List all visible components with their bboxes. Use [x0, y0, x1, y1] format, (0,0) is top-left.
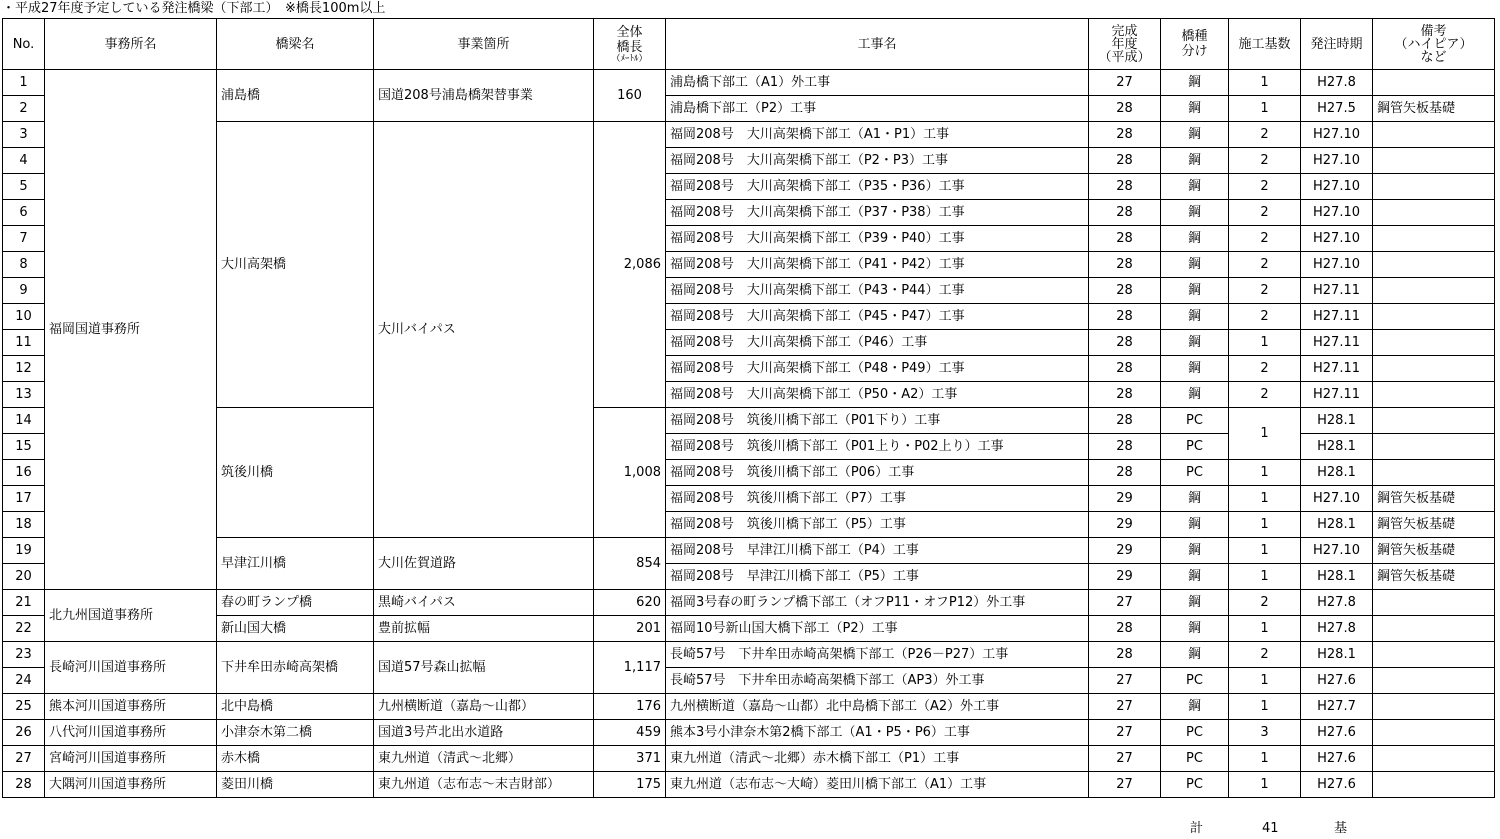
- cell-bridge: 春の町ランプ橋: [217, 590, 374, 616]
- cell-no: 27: [3, 746, 45, 772]
- cell-timing: H27.10: [1301, 174, 1373, 200]
- cell-year: 28: [1089, 226, 1161, 252]
- cell-remarks: [1373, 772, 1495, 798]
- cell-year: 28: [1089, 96, 1161, 122]
- cell-remarks: 鋼管矢板基礎: [1373, 564, 1495, 590]
- header-length: [594, 19, 666, 70]
- cell-count: 2: [1229, 226, 1301, 252]
- cell-year: 29: [1089, 564, 1161, 590]
- cell-work: 浦島橋下部工（P2）工事: [666, 96, 1089, 122]
- cell-bridge: 浦島橋: [217, 70, 374, 122]
- cell-length: 459: [594, 720, 666, 746]
- cell-type: 鋼: [1161, 356, 1229, 382]
- cell-timing: H27.6: [1301, 720, 1373, 746]
- cell-no: 8: [3, 252, 45, 278]
- cell-project: 東九州道（志布志～末吉財部）: [374, 772, 594, 798]
- header-timing: 発注時期: [1301, 19, 1373, 70]
- cell-timing: H27.11: [1301, 356, 1373, 382]
- cell-project: 大川佐賀道路: [374, 538, 594, 590]
- cell-work: 福岡208号 大川高架橋下部工（P41・P42）工事: [666, 252, 1089, 278]
- cell-count: 1: [1229, 460, 1301, 486]
- total-value: 41: [1262, 821, 1279, 836]
- header-year: 完成 年度 （平成）: [1089, 19, 1161, 70]
- cell-length: 371: [594, 746, 666, 772]
- cell-work: 福岡208号 大川高架橋下部工（P46）工事: [666, 330, 1089, 356]
- cell-timing: H27.11: [1301, 304, 1373, 330]
- cell-type: 鋼: [1161, 96, 1229, 122]
- cell-no: 26: [3, 720, 45, 746]
- cell-year: 28: [1089, 330, 1161, 356]
- cell-no: 2: [3, 96, 45, 122]
- cell-work: 福岡208号 大川高架橋下部工（P39・P40）工事: [666, 226, 1089, 252]
- header-office: 事務所名: [45, 19, 217, 70]
- cell-year: 27: [1089, 746, 1161, 772]
- cell-year: 29: [1089, 512, 1161, 538]
- cell-project: 黒崎バイパス: [374, 590, 594, 616]
- cell-count: 1: [1229, 694, 1301, 720]
- cell-office: 長崎河川国道事務所: [45, 642, 217, 694]
- cell-count: 3: [1229, 720, 1301, 746]
- cell-timing: H27.10: [1301, 486, 1373, 512]
- cell-no: 11: [3, 330, 45, 356]
- cell-work: 東九州道（志布志～大崎）菱田川橋下部工（A1）工事: [666, 772, 1089, 798]
- cell-work: 九州横断道（嘉島～山都）北中島橋下部工（A2）外工事: [666, 694, 1089, 720]
- cell-count: 2: [1229, 642, 1301, 668]
- bridge-order-table: [2, 18, 1495, 798]
- cell-count: 2: [1229, 356, 1301, 382]
- cell-type: 鋼: [1161, 252, 1229, 278]
- header-bridge: 橋梁名: [217, 19, 374, 70]
- header-count: 施工基数: [1229, 19, 1301, 70]
- cell-no: 6: [3, 200, 45, 226]
- cell-timing: H28.1: [1301, 564, 1373, 590]
- cell-length: 175: [594, 772, 666, 798]
- cell-office: 福岡国道事務所: [45, 70, 217, 590]
- header-remarks: 備考 （ハイピア） など: [1373, 19, 1495, 70]
- cell-work: 福岡208号 大川高架橋下部工（P37・P38）工事: [666, 200, 1089, 226]
- cell-no: 20: [3, 564, 45, 590]
- cell-bridge: 下井牟田赤崎高架橋: [217, 642, 374, 694]
- cell-no: 22: [3, 616, 45, 642]
- cell-count: 1: [1229, 408, 1301, 460]
- cell-remarks: [1373, 408, 1495, 434]
- cell-office: 大隅河川国道事務所: [45, 772, 217, 798]
- cell-project: 国道208号浦島橋架替事業: [374, 70, 594, 122]
- cell-timing: H28.1: [1301, 460, 1373, 486]
- cell-work: 福岡208号 大川高架橋下部工（A1・P1）工事: [666, 122, 1089, 148]
- cell-timing: H27.11: [1301, 278, 1373, 304]
- cell-remarks: [1373, 720, 1495, 746]
- cell-timing: H27.10: [1301, 148, 1373, 174]
- cell-timing: H27.5: [1301, 96, 1373, 122]
- cell-count: 1: [1229, 330, 1301, 356]
- cell-timing: H27.10: [1301, 226, 1373, 252]
- header-no: No.: [3, 19, 45, 70]
- cell-remarks: 鋼管矢板基礎: [1373, 96, 1495, 122]
- table-row: [3, 70, 1495, 96]
- cell-timing: H28.1: [1301, 512, 1373, 538]
- cell-no: 5: [3, 174, 45, 200]
- cell-count: 2: [1229, 174, 1301, 200]
- cell-no: 17: [3, 486, 45, 512]
- cell-no: 19: [3, 538, 45, 564]
- cell-count: 1: [1229, 668, 1301, 694]
- cell-year: 28: [1089, 148, 1161, 174]
- cell-type: 鋼: [1161, 564, 1229, 590]
- cell-count: 1: [1229, 616, 1301, 642]
- header-project: 事業箇所: [374, 19, 594, 70]
- cell-bridge: 早津江川橋: [217, 538, 374, 590]
- cell-work: 東九州道（清武～北郷）赤木橋下部工（P1）工事: [666, 746, 1089, 772]
- cell-work: 福岡208号 筑後川橋下部工（P01下り）工事: [666, 408, 1089, 434]
- cell-work: 長崎57号 下井牟田赤崎高架橋下部工（P26－P27）工事: [666, 642, 1089, 668]
- cell-remarks: [1373, 434, 1495, 460]
- table-row: [3, 616, 1495, 642]
- cell-work: 福岡208号 大川高架橋下部工（P43・P44）工事: [666, 278, 1089, 304]
- header-length-line2: 橋長: [616, 39, 643, 55]
- cell-no: 15: [3, 434, 45, 460]
- cell-no: 7: [3, 226, 45, 252]
- cell-bridge: 新山国大橋: [217, 616, 374, 642]
- cell-no: 23: [3, 642, 45, 668]
- table-row: [3, 408, 1495, 434]
- cell-work: 福岡10号新山国大橋下部工（P2）工事: [666, 616, 1089, 642]
- cell-count: 1: [1229, 746, 1301, 772]
- table-row: [3, 538, 1495, 564]
- cell-timing: H27.10: [1301, 538, 1373, 564]
- cell-count: 1: [1229, 772, 1301, 798]
- cell-office: 八代河川国道事務所: [45, 720, 217, 746]
- cell-work: 福岡208号 早津江川橋下部工（P4）工事: [666, 538, 1089, 564]
- cell-work: 福岡208号 早津江川橋下部工（P5）工事: [666, 564, 1089, 590]
- cell-timing: H28.1: [1301, 642, 1373, 668]
- cell-work: 福岡208号 大川高架橋下部工（P35・P36）工事: [666, 174, 1089, 200]
- cell-no: 12: [3, 356, 45, 382]
- cell-remarks: [1373, 278, 1495, 304]
- cell-work: 熊本3号小津奈木第2橋下部工（A1・P5・P6）工事: [666, 720, 1089, 746]
- cell-office: 宮崎河川国道事務所: [45, 746, 217, 772]
- cell-no: 18: [3, 512, 45, 538]
- table-row: [3, 746, 1495, 772]
- cell-office: 北九州国道事務所: [45, 590, 217, 642]
- cell-remarks: [1373, 382, 1495, 408]
- cell-type: 鋼: [1161, 486, 1229, 512]
- table-row: [3, 642, 1495, 668]
- cell-work: 長崎57号 下井牟田赤崎高架橋下部工（AP3）外工事: [666, 668, 1089, 694]
- cell-year: 27: [1089, 720, 1161, 746]
- cell-year: 28: [1089, 304, 1161, 330]
- cell-timing: H27.11: [1301, 330, 1373, 356]
- cell-remarks: [1373, 174, 1495, 200]
- cell-remarks: [1373, 642, 1495, 668]
- cell-remarks: [1373, 694, 1495, 720]
- cell-type: PC: [1161, 720, 1229, 746]
- cell-no: 3: [3, 122, 45, 148]
- cell-remarks: 鋼管矢板基礎: [1373, 538, 1495, 564]
- table-row: [3, 122, 1495, 148]
- cell-no: 28: [3, 772, 45, 798]
- cell-year: 28: [1089, 252, 1161, 278]
- cell-count: 2: [1229, 278, 1301, 304]
- cell-timing: H27.6: [1301, 772, 1373, 798]
- cell-remarks: [1373, 148, 1495, 174]
- cell-year: 28: [1089, 642, 1161, 668]
- cell-project: 国道3号芦北出水道路: [374, 720, 594, 746]
- cell-no: 24: [3, 668, 45, 694]
- cell-year: 27: [1089, 772, 1161, 798]
- cell-work: 福岡208号 筑後川橋下部工（P5）工事: [666, 512, 1089, 538]
- cell-work: 浦島橋下部工（A1）外工事: [666, 70, 1089, 96]
- cell-timing: H27.10: [1301, 200, 1373, 226]
- cell-type: 鋼: [1161, 70, 1229, 96]
- cell-remarks: [1373, 70, 1495, 96]
- cell-remarks: [1373, 590, 1495, 616]
- cell-type: PC: [1161, 434, 1229, 460]
- cell-year: 28: [1089, 122, 1161, 148]
- cell-project: 豊前拡幅: [374, 616, 594, 642]
- table-header: [3, 19, 1495, 70]
- cell-remarks: 鋼管矢板基礎: [1373, 486, 1495, 512]
- cell-bridge: 大川高架橋: [217, 122, 374, 408]
- cell-no: 9: [3, 278, 45, 304]
- total-label: 計: [1190, 821, 1204, 836]
- header-type: 橋種 分け: [1161, 19, 1229, 70]
- cell-count: 1: [1229, 538, 1301, 564]
- cell-remarks: [1373, 122, 1495, 148]
- cell-year: 28: [1089, 460, 1161, 486]
- cell-year: 28: [1089, 356, 1161, 382]
- cell-year: 28: [1089, 278, 1161, 304]
- cell-work: 福岡208号 大川高架橋下部工（P2・P3）工事: [666, 148, 1089, 174]
- cell-year: 28: [1089, 200, 1161, 226]
- cell-count: 1: [1229, 564, 1301, 590]
- cell-year: 29: [1089, 486, 1161, 512]
- cell-work: 福岡208号 大川高架橋下部工（P48・P49）工事: [666, 356, 1089, 382]
- cell-length: 201: [594, 616, 666, 642]
- cell-work: 福岡208号 筑後川橋下部工（P01上り・P02上り）工事: [666, 434, 1089, 460]
- table-caption: ・平成27年度予定している発注橋梁（下部工） ※橋長100m以上: [2, 1, 386, 16]
- cell-length: 620: [594, 590, 666, 616]
- cell-type: 鋼: [1161, 538, 1229, 564]
- cell-remarks: [1373, 330, 1495, 356]
- cell-timing: H27.8: [1301, 590, 1373, 616]
- cell-count: 1: [1229, 512, 1301, 538]
- cell-year: 27: [1089, 668, 1161, 694]
- cell-timing: H27.6: [1301, 668, 1373, 694]
- cell-no: 25: [3, 694, 45, 720]
- cell-count: 2: [1229, 382, 1301, 408]
- cell-length: 1,117: [594, 642, 666, 694]
- cell-project: 東九州道（清武～北郷）: [374, 746, 594, 772]
- cell-year: 28: [1089, 382, 1161, 408]
- cell-timing: H28.1: [1301, 408, 1373, 434]
- cell-count: 1: [1229, 486, 1301, 512]
- cell-length: 1,008: [594, 408, 666, 538]
- cell-type: PC: [1161, 460, 1229, 486]
- cell-type: 鋼: [1161, 174, 1229, 200]
- cell-timing: H27.10: [1301, 252, 1373, 278]
- cell-type: 鋼: [1161, 304, 1229, 330]
- cell-timing: H27.11: [1301, 382, 1373, 408]
- cell-type: 鋼: [1161, 382, 1229, 408]
- header-length-unit: （ﾒｰﾄﾙ）: [611, 53, 648, 64]
- cell-timing: H27.7: [1301, 694, 1373, 720]
- cell-remarks: [1373, 668, 1495, 694]
- cell-type: 鋼: [1161, 148, 1229, 174]
- cell-bridge: 小津奈木第二橋: [217, 720, 374, 746]
- cell-project: 九州横断道（嘉島～山都）: [374, 694, 594, 720]
- cell-type: PC: [1161, 668, 1229, 694]
- cell-type: 鋼: [1161, 694, 1229, 720]
- cell-no: 4: [3, 148, 45, 174]
- cell-bridge: 筑後川橋: [217, 408, 374, 538]
- cell-timing: H28.1: [1301, 434, 1373, 460]
- cell-no: 21: [3, 590, 45, 616]
- cell-count: 2: [1229, 252, 1301, 278]
- cell-length: 160: [594, 70, 666, 122]
- cell-year: 27: [1089, 694, 1161, 720]
- cell-project: 国道57号森山拡幅: [374, 642, 594, 694]
- cell-remarks: [1373, 200, 1495, 226]
- header-work: 工事名: [666, 19, 1089, 70]
- table-body: [3, 70, 1495, 798]
- cell-count: 2: [1229, 200, 1301, 226]
- cell-project: 大川バイパス: [374, 122, 594, 538]
- cell-remarks: [1373, 460, 1495, 486]
- cell-no: 1: [3, 70, 45, 96]
- cell-type: 鋼: [1161, 512, 1229, 538]
- cell-office: 熊本河川国道事務所: [45, 694, 217, 720]
- cell-remarks: [1373, 226, 1495, 252]
- cell-remarks: 鋼管矢板基礎: [1373, 512, 1495, 538]
- cell-work: 福岡208号 筑後川橋下部工（P7）工事: [666, 486, 1089, 512]
- cell-no: 13: [3, 382, 45, 408]
- cell-type: 鋼: [1161, 590, 1229, 616]
- cell-timing: H27.8: [1301, 616, 1373, 642]
- cell-work: 福岡208号 筑後川橋下部工（P06）工事: [666, 460, 1089, 486]
- table-row: [3, 720, 1495, 746]
- cell-year: 28: [1089, 434, 1161, 460]
- cell-length: 854: [594, 538, 666, 590]
- cell-count: 2: [1229, 590, 1301, 616]
- cell-year: 27: [1089, 590, 1161, 616]
- cell-count: 2: [1229, 148, 1301, 174]
- cell-year: 28: [1089, 616, 1161, 642]
- cell-count: 2: [1229, 122, 1301, 148]
- cell-type: PC: [1161, 408, 1229, 434]
- cell-remarks: [1373, 616, 1495, 642]
- cell-timing: H27.6: [1301, 746, 1373, 772]
- cell-bridge: 北中島橋: [217, 694, 374, 720]
- cell-no: 16: [3, 460, 45, 486]
- cell-work: 福岡208号 大川高架橋下部工（P45・P47）工事: [666, 304, 1089, 330]
- cell-no: 10: [3, 304, 45, 330]
- header-length-line1: 全体: [616, 24, 643, 40]
- cell-timing: H27.10: [1301, 122, 1373, 148]
- cell-type: PC: [1161, 772, 1229, 798]
- cell-remarks: [1373, 746, 1495, 772]
- cell-timing: H27.8: [1301, 70, 1373, 96]
- cell-type: PC: [1161, 746, 1229, 772]
- cell-remarks: [1373, 356, 1495, 382]
- cell-type: 鋼: [1161, 330, 1229, 356]
- cell-type: 鋼: [1161, 278, 1229, 304]
- cell-remarks: [1373, 304, 1495, 330]
- cell-type: 鋼: [1161, 200, 1229, 226]
- cell-type: 鋼: [1161, 642, 1229, 668]
- cell-type: 鋼: [1161, 616, 1229, 642]
- cell-year: 27: [1089, 70, 1161, 96]
- cell-work: 福岡208号 大川高架橋下部工（P50・A2）工事: [666, 382, 1089, 408]
- cell-work: 福岡3号春の町ランプ橋下部工（オフP11・オフP12）外工事: [666, 590, 1089, 616]
- cell-bridge: 赤木橋: [217, 746, 374, 772]
- cell-year: 28: [1089, 408, 1161, 434]
- cell-year: 29: [1089, 538, 1161, 564]
- cell-type: 鋼: [1161, 226, 1229, 252]
- table-row: [3, 694, 1495, 720]
- cell-year: 28: [1089, 174, 1161, 200]
- cell-count: 1: [1229, 96, 1301, 122]
- cell-count: 1: [1229, 70, 1301, 96]
- cell-remarks: [1373, 252, 1495, 278]
- cell-count: 2: [1229, 304, 1301, 330]
- table-row: [3, 772, 1495, 798]
- cell-type: 鋼: [1161, 122, 1229, 148]
- cell-length: 176: [594, 694, 666, 720]
- table-row: [3, 590, 1495, 616]
- cell-bridge: 菱田川橋: [217, 772, 374, 798]
- total-unit: 基: [1334, 821, 1348, 836]
- cell-no: 14: [3, 408, 45, 434]
- cell-length: 2,086: [594, 122, 666, 408]
